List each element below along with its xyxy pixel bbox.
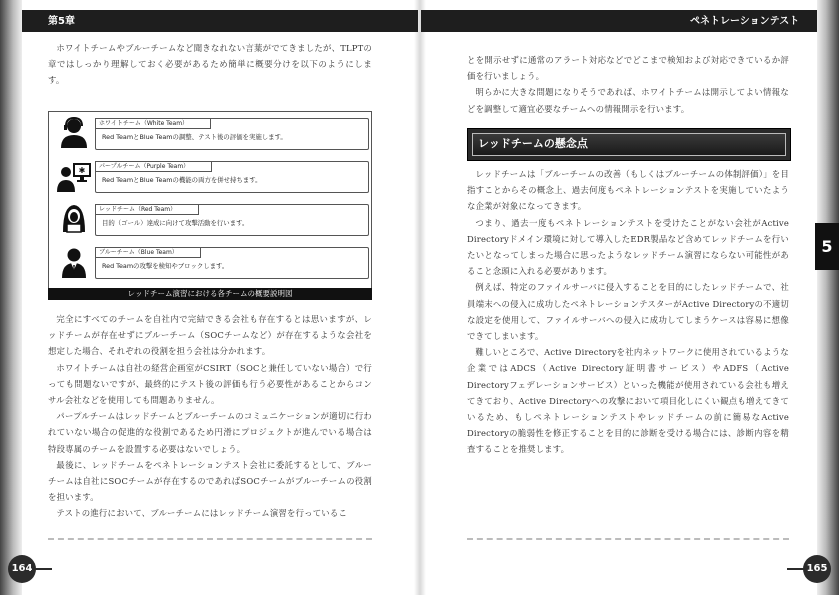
body-paragraph: テストの進行において、ブルーチームにはレッドチーム演習を行っているこ: [56, 508, 348, 519]
section-title: レッドチームの懸念点: [478, 137, 588, 150]
right-footer-dashes: [467, 538, 789, 540]
body-paragraph: レッドチームは「ブルーチームの改善（もしくはブルーチームの体制評価）」を目指すことからその概念上、過去何度もペネトレーションテストを実施していたような企業が対象になってきます。: [467, 169, 789, 212]
role-description: Red TeamとBlue Teamの調整、テスト後の評価を実施します。: [102, 133, 287, 141]
body-paragraph: 明らかに大きな問題になりそうであれば、ホワイトチームは開示してよい情報などを調整して適宜必要なチームへの情報開示を行います。: [467, 87, 789, 114]
body-paragraph: 最後に、レッドチームをペネトレーションテスト会社に委託するとして、ブルーチームは自社にSOCチームが存在するのであればSOCチームがブルーチームの役割を担います。: [48, 459, 372, 503]
purple-team-monitor-icon: [57, 160, 91, 192]
body-paragraph: つまり、過去一度もペネトレーションテストを受けたことがない会社がActive Directoryドメイン環境に対して導入したEDR製品など含めてレッドチームを行いたいとなってしまった場合に思ったようなレッドチーム演習にならない可能性があること念頭に入れる必要があります。: [467, 217, 789, 277]
role-tag: ブルーチーム（Blue Team）: [95, 247, 201, 258]
white-team-person-icon: [57, 116, 91, 148]
role-tag: ホワイトチーム（White Team）: [95, 118, 211, 129]
right-body-text: [467, 166, 789, 458]
right-page-edge: [817, 0, 839, 595]
body-paragraph: 難しいところで、Active Directoryを社内ネットワークに使用されているような企業ではADCS（Active Directory証明書サービス）やADFS（Active Directoryフェデレーションサービス）といった機能が使用されている会社も増えてきており、Active Directoryへの攻撃において項目化しにくい観点も増えてきているため、もしペネトレーションテストやレッドチームの前に簡易なActive Directoryの脆弱性を修正することを目的に診断を受ける場合には、診断内容を精査することを推奨します。: [467, 347, 789, 455]
left-footer-dashes: [48, 538, 372, 540]
page-number-left: 164: [8, 555, 36, 583]
role-card-white-team: [95, 118, 369, 150]
intro-paragraph: ホワイトチームやブルーチームなど聞きなれない言葉がでてきましたが、TLPTの章ではしっかり理解しておく必要があるため簡単に概要分けを以下のようにします。: [48, 43, 372, 86]
body-paragraph: 例えば、特定のファイルサーバに侵入することを目的にしたレッドチームで、社員端末への侵入に成功したペネトレーションテスターがActive Directoryの不適切な設定を使用して、ファイルサーバへの侵入に成功してしまうケースは容易に想像できてしまいます。: [467, 282, 789, 342]
role-card-purple-team: [95, 161, 369, 193]
left-page-edge: [0, 0, 22, 595]
body-paragraph: ホワイトチームは自社の経営企画室がCSIRT（SOCと兼任していない場合）で行っても問題ないですが、最終的にテスト後の評価も行う必要性があることからコンサル会社などを使用しても問題ありません。: [48, 362, 372, 406]
left-body-text: [48, 311, 372, 522]
team-overview-figure: [48, 111, 372, 289]
left-intro-text: [48, 40, 372, 89]
body-paragraph: とを開示せずに通常のアラート対応などでどこまで検知および対応できているか評価を行いましょう。: [467, 55, 789, 82]
body-paragraph: パープルチームはレッドチームとブルーチームのコミュニケーションが適切に行われていない場合の促進的な役割であるため円滑にプロジェクトが進んでいる場合は特段専属のチームを設置する必要はないでしょう。: [48, 411, 372, 454]
page-number-right: 165: [803, 555, 831, 583]
left-header-bar: [22, 10, 418, 32]
blue-team-suit-person-icon: [57, 246, 91, 278]
role-tag: パープルチーム（Purple Team）: [95, 161, 212, 172]
red-team-hooded-hacker-icon: [57, 202, 91, 234]
chapter-label: 第5章: [48, 16, 75, 27]
right-top-text: [467, 52, 789, 117]
body-paragraph: 完全にすべてのチームを自社内で完結できる会社も存在するとは思いますが、レッドチームが存在せずにブルーチーム（SOCチームなど）が存在するような会社を想定した場合、それぞれの役割を担う会社は分かれます。: [48, 314, 372, 357]
role-description: Red TeamとBlue Teamの機能の両方を併せ持ちます。: [102, 176, 262, 184]
section-heading: [467, 128, 791, 161]
chapter-topic-label: ペネトレーションテスト: [690, 16, 800, 27]
role-description: Red Teamの攻撃を検知やブロックします。: [102, 262, 229, 270]
role-description: 目的（ゴール）達成に向けて攻撃活動を行います。: [102, 219, 249, 227]
role-card-red-team: [95, 204, 369, 236]
role-card-blue-team: [95, 247, 369, 279]
page-gutter: [414, 0, 426, 595]
svg-text:✱: ✱: [78, 166, 86, 175]
chapter-thumb-tab: 5: [815, 223, 839, 270]
figure-caption: レッドチーム演習における各チームの概要説明図: [48, 288, 372, 300]
role-tag: レッドチーム（Red Team）: [95, 204, 199, 215]
